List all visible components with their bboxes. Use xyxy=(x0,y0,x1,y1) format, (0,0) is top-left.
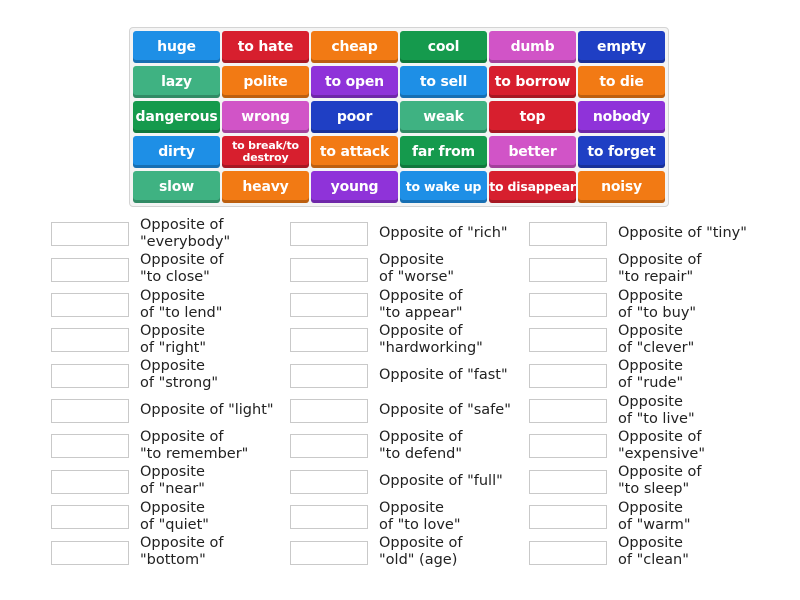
answer-slots-area xyxy=(51,216,771,570)
answer-row xyxy=(529,393,768,428)
answer-row xyxy=(529,358,768,393)
answer-drop-zone[interactable] xyxy=(529,293,607,317)
answer-drop-zone[interactable] xyxy=(529,258,607,282)
clue-label: Opposite of "rich" xyxy=(379,225,508,241)
answer-drop-zone[interactable] xyxy=(529,541,607,565)
answer-row xyxy=(290,252,529,287)
answer-drop-zone[interactable] xyxy=(290,541,368,565)
word-tile[interactable]: to open xyxy=(311,66,398,98)
answer-row xyxy=(51,322,290,357)
clue-label: Opposite of "to defend" xyxy=(379,428,463,462)
answer-row xyxy=(529,252,768,287)
answer-drop-zone[interactable] xyxy=(290,505,368,529)
answer-row xyxy=(51,428,290,463)
answer-drop-zone[interactable] xyxy=(290,399,368,423)
word-tile[interactable]: slow xyxy=(133,171,220,203)
answer-drop-zone[interactable] xyxy=(529,328,607,352)
answer-drop-zone[interactable] xyxy=(529,364,607,388)
answer-row xyxy=(51,287,290,322)
answer-row xyxy=(51,252,290,287)
answer-drop-zone[interactable] xyxy=(529,505,607,529)
word-tile[interactable]: to borrow xyxy=(489,66,576,98)
clue-label: Opposite of "to love" xyxy=(379,499,461,533)
clue-label: Opposite of "to lend" xyxy=(140,287,223,321)
answer-drop-zone[interactable] xyxy=(51,470,129,494)
answer-row xyxy=(290,499,529,534)
answer-drop-zone[interactable] xyxy=(290,364,368,388)
answer-row xyxy=(290,428,529,463)
clue-label: Opposite of "near" xyxy=(140,464,205,497)
word-tile[interactable]: to hate xyxy=(222,31,309,63)
answer-drop-zone[interactable] xyxy=(290,470,368,494)
answer-row xyxy=(529,322,768,357)
clue-label: Opposite of "to close" xyxy=(140,252,224,285)
word-tile[interactable]: far from xyxy=(400,136,487,168)
answer-drop-zone[interactable] xyxy=(529,470,607,494)
answer-drop-zone[interactable] xyxy=(51,328,129,352)
clue-label: Opposite of "worse" xyxy=(379,252,455,285)
word-tile[interactable]: young xyxy=(311,171,398,203)
word-tile[interactable]: poor xyxy=(311,101,398,133)
answer-drop-zone[interactable] xyxy=(51,541,129,565)
answer-drop-zone[interactable] xyxy=(51,399,129,423)
word-tile[interactable]: wrong xyxy=(222,101,309,133)
word-tile[interactable]: to forget xyxy=(578,136,665,168)
word-tile[interactable]: dirty xyxy=(133,136,220,168)
word-tile[interactable]: heavy xyxy=(222,171,309,203)
word-tile[interactable]: to attack xyxy=(311,136,398,168)
clue-label: Opposite of "strong" xyxy=(140,358,219,391)
word-tile[interactable]: huge xyxy=(133,31,220,63)
word-tile[interactable]: top xyxy=(489,101,576,133)
word-tile[interactable]: to wake up xyxy=(400,171,487,203)
word-tile[interactable]: to die xyxy=(578,66,665,98)
word-tile[interactable]: to sell xyxy=(400,66,487,98)
clue-label: Opposite of "to remember" xyxy=(140,428,249,462)
word-tile[interactable]: better xyxy=(489,136,576,168)
clue-label: Opposite of "clean" xyxy=(618,535,689,568)
answer-row xyxy=(290,322,529,357)
clue-label: Opposite of "clever" xyxy=(618,322,695,356)
clue-label: Opposite of "safe" xyxy=(379,402,511,418)
word-tile[interactable]: dumb xyxy=(489,31,576,63)
word-tile[interactable]: noisy xyxy=(578,171,665,203)
answer-row xyxy=(290,393,529,428)
clue-label: Opposite of "rude" xyxy=(618,358,684,391)
clue-label: Opposite of "to live" xyxy=(618,393,695,427)
word-tile[interactable]: weak xyxy=(400,101,487,133)
answer-drop-zone[interactable] xyxy=(51,258,129,282)
word-tile[interactable]: cool xyxy=(400,31,487,63)
word-tile[interactable]: lazy xyxy=(133,66,220,98)
clue-label: Opposite of "tiny" xyxy=(618,225,747,241)
clue-label: Opposite of "bottom" xyxy=(140,535,224,568)
clue-label: Opposite of "hardworking" xyxy=(379,322,483,356)
answer-row xyxy=(529,216,768,251)
answer-row xyxy=(529,499,768,534)
clue-label: Opposite of "fast" xyxy=(379,366,508,383)
word-tile[interactable]: dangerous xyxy=(133,101,220,133)
clue-label: Opposite of "old" (age) xyxy=(379,535,463,568)
word-tile[interactable]: to disappear xyxy=(489,171,576,203)
answer-drop-zone[interactable] xyxy=(51,293,129,317)
answer-drop-zone[interactable] xyxy=(51,222,129,246)
answer-row xyxy=(529,428,768,463)
word-tile[interactable]: cheap xyxy=(311,31,398,63)
answer-row xyxy=(51,393,290,428)
clue-label: Opposite of "everybody" xyxy=(140,216,231,250)
word-tile[interactable]: nobody xyxy=(578,101,665,133)
answer-row xyxy=(290,358,529,393)
word-tile-bank xyxy=(129,27,669,207)
clue-label: Opposite of "full" xyxy=(379,472,503,489)
answer-drop-zone[interactable] xyxy=(290,434,368,458)
clue-label: Opposite of "to sleep" xyxy=(618,464,702,497)
clue-label: Opposite of "expensive" xyxy=(618,428,705,462)
clue-label: Opposite of "light" xyxy=(140,402,274,418)
answer-row xyxy=(529,287,768,322)
answer-row xyxy=(51,499,290,534)
answer-drop-zone[interactable] xyxy=(51,505,129,529)
answer-drop-zone[interactable] xyxy=(51,434,129,458)
answer-drop-zone[interactable] xyxy=(51,364,129,388)
clue-label: Opposite of "to buy" xyxy=(618,287,697,321)
answer-row xyxy=(290,216,529,251)
answer-row xyxy=(51,464,290,499)
answer-drop-zone[interactable] xyxy=(290,258,368,282)
answer-row xyxy=(290,287,529,322)
clue-label: Opposite of "to appear" xyxy=(379,287,463,321)
word-tile[interactable]: to break/to destroy xyxy=(222,136,309,168)
answer-drop-zone[interactable] xyxy=(290,293,368,317)
word-tile[interactable]: polite xyxy=(222,66,309,98)
clue-label: Opposite of "to repair" xyxy=(618,252,702,285)
answer-drop-zone[interactable] xyxy=(529,399,607,423)
clue-label: Opposite of "warm" xyxy=(618,499,691,533)
answer-row xyxy=(529,464,768,499)
answer-drop-zone[interactable] xyxy=(290,328,368,352)
answer-row xyxy=(290,535,529,570)
answer-row xyxy=(51,358,290,393)
answer-drop-zone[interactable] xyxy=(529,434,607,458)
word-tile[interactable]: empty xyxy=(578,31,665,63)
clue-label: Opposite of "right" xyxy=(140,322,206,356)
answer-row xyxy=(529,535,768,570)
answer-row xyxy=(51,535,290,570)
answer-row xyxy=(290,464,529,499)
answer-row xyxy=(51,216,290,251)
answer-drop-zone[interactable] xyxy=(290,222,368,246)
clue-label: Opposite of "quiet" xyxy=(140,499,209,533)
answer-drop-zone[interactable] xyxy=(529,222,607,246)
